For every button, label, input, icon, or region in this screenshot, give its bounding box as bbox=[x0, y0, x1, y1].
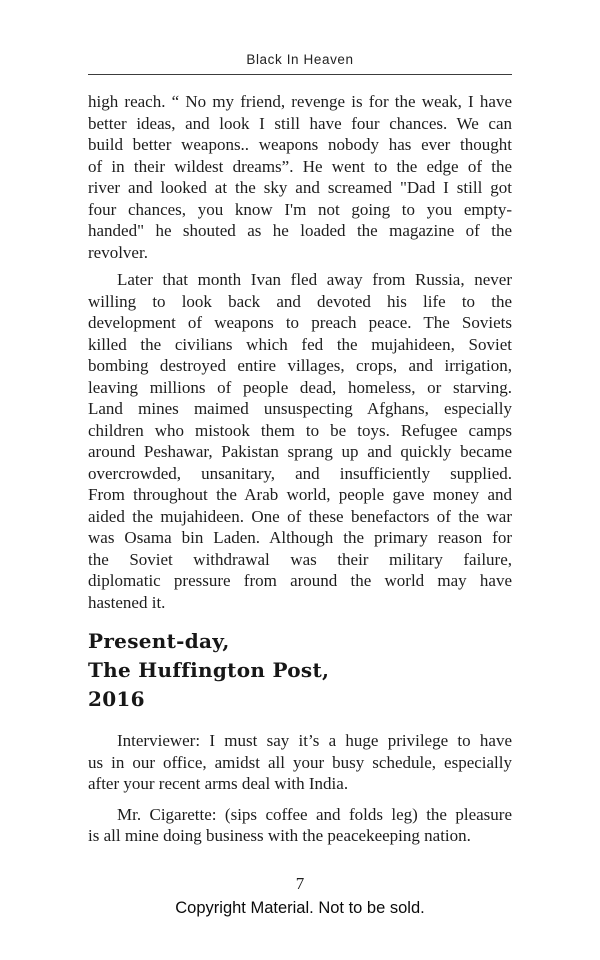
paragraph-interviewer bbox=[88, 730, 512, 795]
text-line: around Peshawar, Pakistan sprang up and quickly became bbox=[88, 442, 512, 461]
text-line: development of weapons to preach peace. The Soviets bbox=[88, 313, 512, 332]
running-head bbox=[88, 52, 512, 75]
text-line: river and looked at the sky and screamed "Dad I still got bbox=[88, 178, 512, 197]
text-line: hastened it. bbox=[88, 592, 166, 612]
text-line: better ideas, and look I still have four chances. We can bbox=[88, 113, 512, 133]
text-line: overcrowded, unsanitary, and insufficiently supplied. bbox=[88, 463, 512, 483]
text-line: willing to look back and devoted his life to the bbox=[88, 291, 512, 311]
text-line: Interviewer: I must say it’s a huge privilege to have bbox=[117, 731, 512, 750]
page-body bbox=[88, 91, 512, 847]
text-line: is all mine doing business with the peacekeeping nation. bbox=[88, 826, 471, 845]
text-line: high reach. “ No my friend, revenge is for the weak, I have bbox=[88, 92, 512, 111]
paragraph-revolver bbox=[88, 91, 512, 263]
paragraph-mr-cigarette bbox=[88, 804, 512, 847]
text-line: Mr. Cigarette: (sips coffee and folds leg) the pleasure bbox=[117, 804, 512, 824]
text-line: Land mines maimed unsuspecting Afghans, especially bbox=[88, 399, 512, 418]
text-line: aided the mujahideen. One of these benefactors of the war bbox=[88, 506, 512, 526]
paragraph-ivan-flees bbox=[88, 269, 512, 613]
section-heading bbox=[88, 627, 512, 714]
text-line: From throughout the Arab world, people gave money and bbox=[88, 485, 512, 504]
text-line: children who mistook them to be toys. Refugee camps bbox=[88, 420, 512, 440]
header-rule bbox=[88, 74, 512, 75]
text-line: handed" he shouted as he loaded the magazine of the bbox=[88, 221, 512, 240]
page-number: 7 bbox=[295, 874, 305, 893]
text-line: after your recent arms deal with India. bbox=[88, 774, 349, 793]
text-line: Present-day, bbox=[88, 629, 230, 653]
text-line: leaving millions of people dead, homeless, or starving. bbox=[88, 377, 512, 397]
text-line: bombing destroyed entire villages, crops, and irrigation, bbox=[88, 356, 512, 375]
text-line: 2016 bbox=[88, 687, 145, 711]
text-line: Later that month Ivan fled away from Russia, never bbox=[117, 270, 512, 289]
text-line: four chances, you know I'm not going to you empty- bbox=[88, 199, 512, 219]
text-line: was Osama bin Laden. Although the primary reason for bbox=[88, 528, 512, 547]
text-line: revolver. bbox=[88, 242, 148, 262]
text-line: build better weapons.. weapons nobody has ever thought bbox=[88, 135, 512, 154]
text-line: diplomatic pressure from around the world may have bbox=[88, 571, 512, 590]
text-line: the Soviet withdrawal was their military failure, bbox=[88, 549, 512, 569]
text-line: of in their wildest dreams”. He went to the edge of the bbox=[88, 156, 512, 176]
book-title: Black In Heaven bbox=[246, 52, 354, 67]
text-line: The Huffington Post, bbox=[88, 658, 330, 682]
text-line: us in our office, amidst all your busy schedule, especially bbox=[88, 752, 512, 772]
copyright-notice: Copyright Material. Not to be sold. bbox=[175, 899, 425, 917]
text-line: killed the civilians which fed the mujahideen, Soviet bbox=[88, 334, 512, 354]
